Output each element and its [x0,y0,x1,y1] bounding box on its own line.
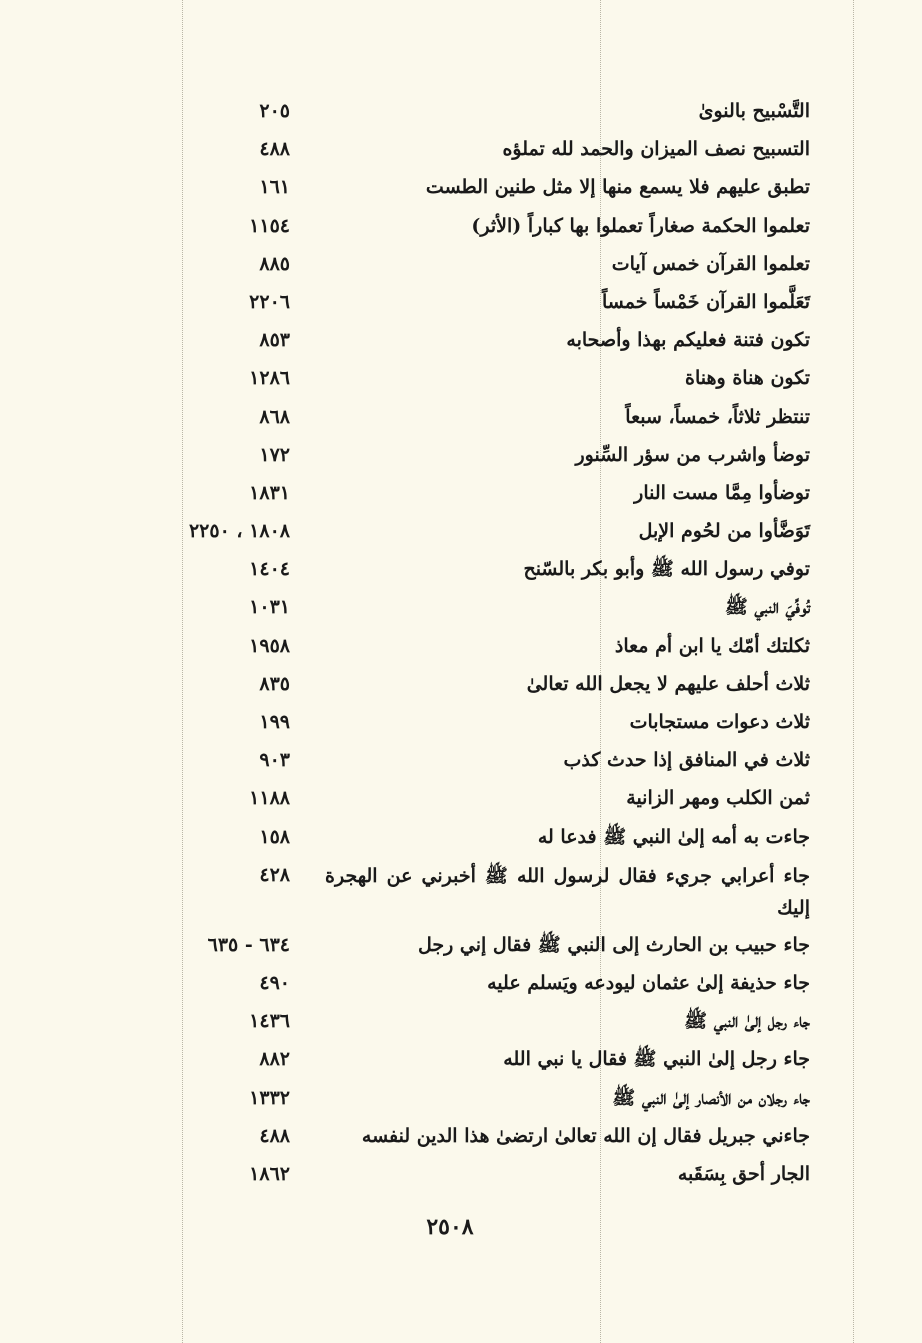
entry-text: جاء أعرابي جريء فقال لرسول الله ﷺ أخبرني عن الهجرة إليك [325,864,810,919]
entry-reference: ١٦١ [259,176,290,199]
index-entry [0,283,922,321]
index-entry [0,359,922,397]
index-entry [0,665,922,703]
entry-text: تطبق عليهم فلا يسمع منها إلا مثل طنين الطست [425,176,810,199]
entry-reference: ٢٢٠٦ [249,290,290,313]
entry-text: التَّسْبيح بالنوىٰ [698,100,810,122]
index-entry [0,550,922,588]
entry-text: جاءت به أمه إلىٰ النبي ﷺ فدعا له [537,825,810,848]
entry-text: ثكلتك أمّك يا ابن أم معاذ [614,634,810,657]
entry-reference: ٤٨٨ [259,1124,290,1147]
page-number: ٢٥٠٨ [426,1214,474,1240]
entry-text: ثلاث دعوات مستجابات [629,711,810,733]
entry-reference: ١٢٨٦ [249,367,290,390]
entry-reference: ١٨٣١ [249,481,290,504]
index-entry [0,588,922,626]
entry-text: تَوَضَّأوا من لحُوم الإبل [638,520,810,543]
entry-text: تعلموا القرآن خمس آيات [611,252,810,275]
entry-reference: ١٨٠٨ ، ٢٢٥٠ [188,520,290,543]
entry-reference: ١٣٣٢ [249,1086,290,1109]
entry-reference: ٢٠٥ [259,100,290,122]
index-entry [0,1079,922,1117]
entry-text: تُوفِّيَ النبي ﷺ [724,596,810,619]
index-entry [0,703,922,741]
entry-text: التسبيح نصف الميزان والحمد لله تملؤه [502,138,810,161]
entry-reference: ٨٨٢ [259,1048,290,1071]
entry-reference: ١٤٠٤ [249,558,290,581]
index-entry [0,168,922,206]
entry-reference: ٦٣٤ - ٦٣٥ [207,933,290,956]
entry-reference: ١٥٨ [259,825,290,848]
index-entry [0,321,922,359]
entry-reference: ٨٨٥ [259,252,290,275]
entry-text: جاء رجلان من الأنصار إلىٰ النبي ﷺ [612,1086,810,1109]
entry-reference: ١٩٥٨ [249,634,290,657]
index-entry [0,1040,922,1078]
index-entry [0,818,922,856]
entry-reference: ١١٨٨ [249,787,290,810]
entry-reference: ٤٩٠ [259,971,290,994]
index-entry [0,627,922,665]
entry-text: ثلاث أحلف عليهم لا يجعل الله تعالىٰ [526,672,810,695]
entry-text: تكون فتنة فعليكم بهذا وأصحابه [566,329,810,352]
entry-text: ثمن الكلب ومهر الزانية [626,787,810,810]
entry-text: تنتظر ثلاثاً، خمساً، سبعاً [625,405,810,428]
index-entry [0,207,922,245]
entry-reference: ١٨٦٢ [249,1162,290,1185]
index-entry [0,856,922,926]
entry-text: توضأ واشرب من سؤر السِّنور [575,443,810,466]
index-entry [0,398,922,436]
index-entry [0,130,922,168]
index-entry [0,741,922,779]
entry-text: توفي رسول الله ﷺ وأبو بكر بالسّنح [523,558,810,581]
entry-reference: ٤٨٨ [259,138,290,161]
index-entry [0,1117,922,1155]
index-entry [0,92,922,130]
index-entry [0,779,922,817]
entry-reference: ١١٥٤ [249,214,290,237]
index-entry [0,1155,922,1193]
entry-reference: ١٩٩ [259,711,290,733]
entry-text: جاء رجل إلىٰ النبي ﷺ [684,1010,810,1033]
index-entry [0,512,922,550]
entry-reference: ٨٦٨ [259,405,290,428]
entry-text: جاء رجل إلىٰ النبي ﷺ فقال يا نبي الله [503,1048,810,1071]
entry-text: جاء حبيب بن الحارث إلى النبي ﷺ فقال إني رجل [417,933,810,956]
entry-text: جاءني جبريل فقال إن الله تعالىٰ ارتضىٰ هذا الدين لنفسه [361,1124,810,1147]
entry-text: جاء حذيفة إلىٰ عثمان ليودعه ويَسلم عليه [487,971,810,994]
entry-text: ثلاث في المنافق إذا حدث كذب [563,749,810,772]
index-entry [0,474,922,512]
index-entry [0,926,922,964]
index-entry [0,964,922,1002]
index-entry [0,436,922,474]
index-entry [0,245,922,283]
entry-reference: ٤٢٨ [259,863,290,886]
index-entries [0,92,922,1193]
entry-reference: ٨٥٣ [259,329,290,352]
entry-reference: ٨٣٥ [259,672,290,695]
entry-text: تكون هناة وهناة [685,367,810,390]
entry-reference: ١٤٣٦ [249,1010,290,1033]
entry-text: الجار أحق بِسَقَبه [677,1162,810,1185]
entry-reference: ١٧٢ [259,443,290,466]
entry-text: توضأوا مِمَّا مست النار [634,481,810,504]
entry-text: تَعَلَّموا القرآن خَمْساً خمساً [602,290,810,313]
entry-reference: ١٠٣١ [249,596,290,619]
entry-reference: ٩٠٣ [259,749,290,772]
entry-text: تعلموا الحكمة صغاراً تعملوا بها كباراً (الأثر) [471,214,810,237]
index-entry [0,1002,922,1040]
